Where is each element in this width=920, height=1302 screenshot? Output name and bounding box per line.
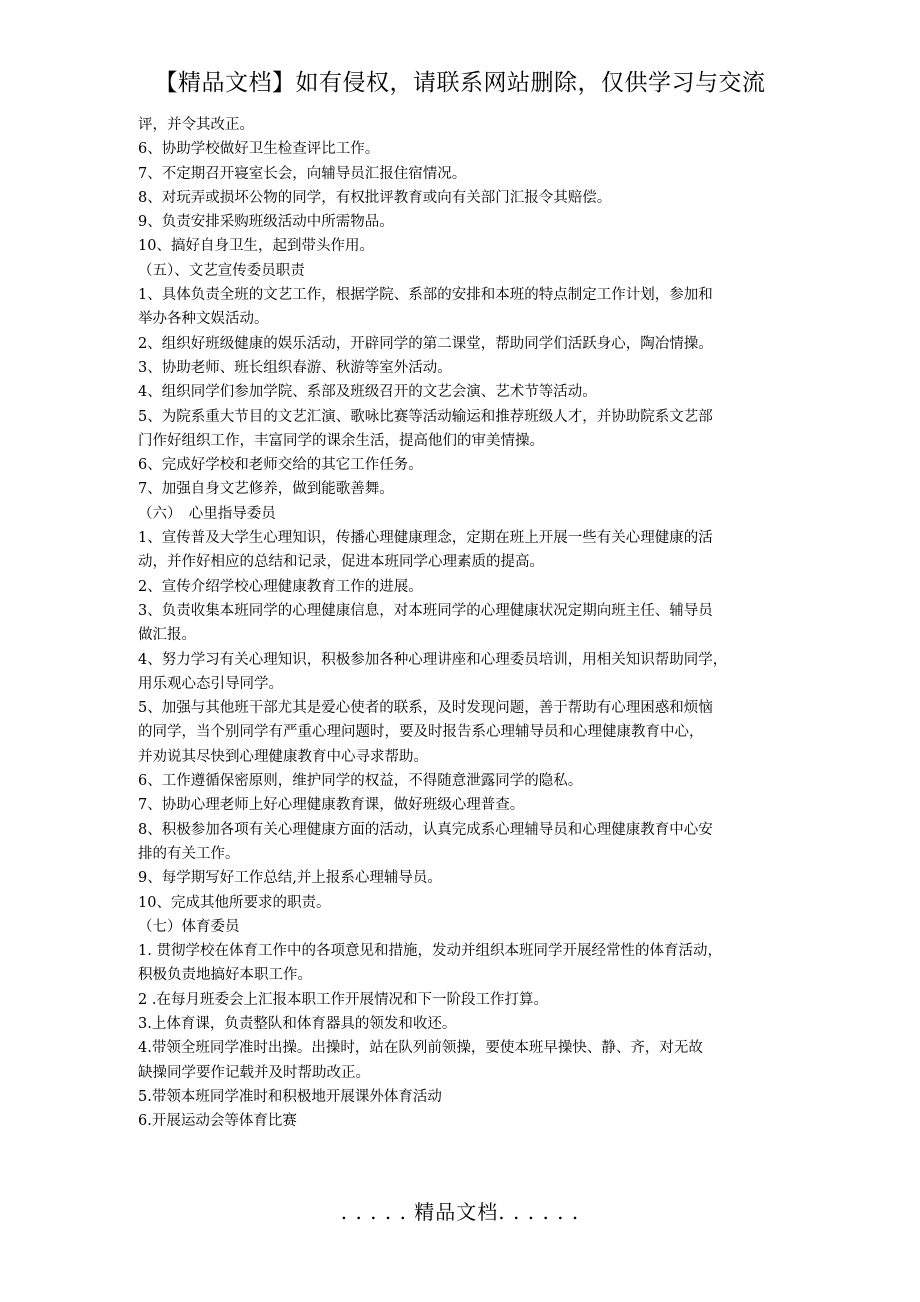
text-line: 排的有关工作。 xyxy=(138,845,240,862)
text-line: 缺操同学要作记载并及时帮助改正。 xyxy=(138,1064,370,1081)
text-line: 2、组织好班级健康的娱乐活动，开辟同学的第二课堂，帮助同学们活跃身心，陶冶情操。 xyxy=(138,335,713,352)
text-line: 6、协助学校做好卫生检查评比工作。 xyxy=(138,141,380,158)
text-line: 4.带领全班同学准时出操。出操时，站在队列前领操，要使本班早操快、静、齐，对无故 xyxy=(138,1040,703,1057)
text-line: 3.上体育课，负责整队和体育器具的领发和收还。 xyxy=(138,1015,457,1032)
text-line: 并劝说其尽快到心理健康教育中心寻求帮助。 xyxy=(138,748,428,765)
text-line: 2、宣传介绍学校心理健康教育工作的进展。 xyxy=(138,578,423,595)
text-line: 5、为院系重大节目的文艺汇演、歌咏比赛等活动输运和推荐班级人才，并协助院系文艺部 xyxy=(138,408,713,425)
text-line: 3、协助老师、班长组织春游、秋游等室外活动。 xyxy=(138,359,452,376)
text-line: 的同学，当个别同学有严重心理问题时，要及时报告系心理辅导员和心理健康教育中心， xyxy=(138,724,704,741)
text-line: 评，并令其改正。 xyxy=(138,117,254,133)
section-heading: （七）体育委员 xyxy=(138,918,240,935)
text-line: 7、协助心理老师上好心理健康教育课，做好班级心理普查。 xyxy=(138,797,525,814)
text-line: 动，并作好相应的总结和记录，促进本班同学心理素质的提高。 xyxy=(138,554,544,571)
text-line: 3、负责收集本班同学的心理健康信息，对本班同学的心理健康状况定期向班主任、辅导员 xyxy=(138,602,713,619)
text-line: 6.开展运动会等体育比赛 xyxy=(138,1113,297,1130)
text-line: 8、对玩弄或损坏公物的同学，有权批评教育或向有关部门汇报令其赔偿。 xyxy=(138,189,612,206)
text-line: 做汇报。 xyxy=(138,627,196,644)
section-heading: （五）、文艺宣传委员职责 xyxy=(138,262,305,279)
text-line: 4、努力学习有关心理知识，积极参加各种心理讲座和心理委员培训，用相关知识帮助同学， xyxy=(138,651,728,668)
text-line: 7、不定期召开寝室长会，向辅导员汇报住宿情况。 xyxy=(138,165,467,182)
text-line: 9、每学期写好工作总结,并上报系心理辅导员。 xyxy=(138,870,442,887)
text-line: 5.带领本班同学准时和积极地开展课外体育活动 xyxy=(138,1088,442,1105)
text-line: 门作好组织工作，丰富同学的课余生活，提高他们的审美情操。 xyxy=(138,432,544,449)
text-line: 6、工作遵循保密原则，维护同学的权益，不得随意泄露同学的隐私。 xyxy=(138,773,583,790)
text-line: 10、完成其他所要求的职责。 xyxy=(138,894,331,911)
text-line: 6、完成好学校和老师交给的其它工作任务。 xyxy=(138,457,423,474)
text-line: 7、加强自身文艺修养，做到能歌善舞。 xyxy=(138,481,394,498)
text-line: 1、具体负责全班的文艺工作，根据学院、系部的安排和本班的特点制定工作计划，参加和 xyxy=(138,287,713,304)
text-line: 2 .在每月班委会上汇报本职工作开展情况和下一阶段工作打算。 xyxy=(138,991,548,1008)
text-line: 1、宣传普及大学生心理知识，传播心理健康理念，定期在班上开展一些有关心理健康的活 xyxy=(138,530,713,547)
text-line: 4、组织同学们参加学院、系部及班级召开的文艺会演、艺术节等活动。 xyxy=(138,384,597,401)
text-line: 10、搞好自身卫生，起到带头作用。 xyxy=(138,238,374,255)
page-header: 【精品文档】如有侵权，请联系网站删除，仅供学习与交流 xyxy=(154,70,766,96)
text-line: 9、负责安排采购班级活动中所需物品。 xyxy=(138,214,394,231)
text-line: 举办各种文娱活动。 xyxy=(138,311,269,328)
text-line: 用乐观心态引导同学。 xyxy=(138,675,283,692)
text-line: 1. 贯彻学校在体育工作中的各项意见和措施，发动并组织本班同学开展经常性的体育活动， xyxy=(138,943,722,960)
page-footer: . . . . . 精品文档. . . . . . xyxy=(340,1200,580,1224)
text-line: 积极负责地搞好本职工作。 xyxy=(138,967,312,984)
text-line: 5、加强与其他班干部尤其是爱心使者的联系，及时发现问题，善于帮助有心理困惑和烦恼 xyxy=(138,700,713,717)
text-line: 8、积极参加各项有关心理健康方面的活动，认真完成系心理辅导员和心理健康教育中心安 xyxy=(138,821,713,838)
section-heading: （六） 心里指导委员 xyxy=(138,505,276,522)
document-body xyxy=(138,113,798,1133)
